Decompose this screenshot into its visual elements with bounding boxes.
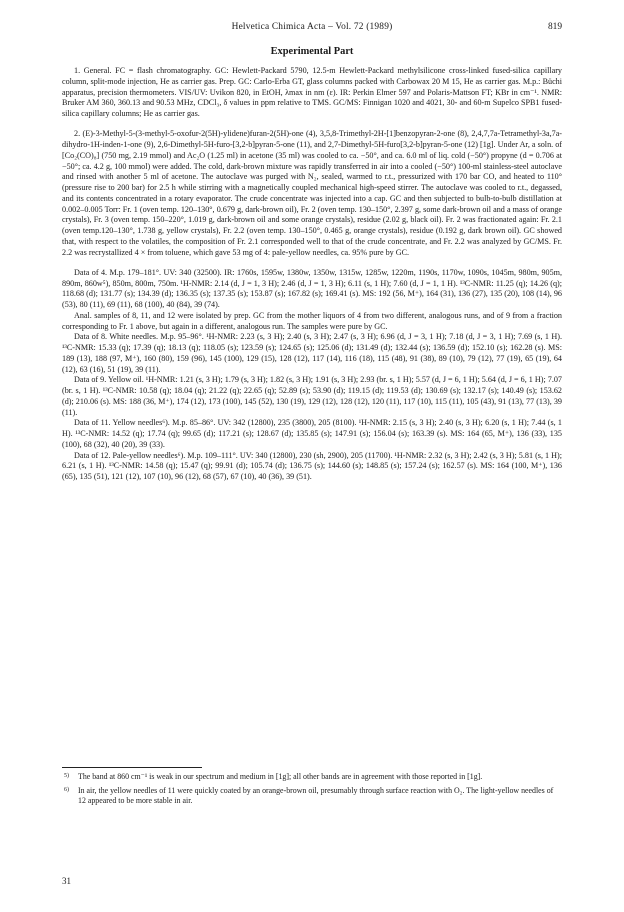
footnote-6 (62, 786, 562, 807)
paragraph-data-4: Data of 4. M.p. 179–181°. UV: 340 (32500). IR: 1760s, 1595w, 1380w, 1350w, 1315w, 1285w, 1220m, 1190s, 1170w, 1090s, 1045m, 980m, 905m, 890m, 860w⁵), 850m, 800m, 750m. ¹H-NMR: 2.14 (d, J = 1, 3 H); 2.46 (d, J = 1, 3 H); 6.11 (s, 1 H); 7.60 (d, J = 1, 1 H). ¹³C-NMR: 11.25 (q); 14.26 (q); 118.68 (d); 131.77 (s); 134.39 (d); 136.35 (s); 137.35 (s); 153.87 (s); 167.82 (s); 169.41 (s). MS: 192 (56, M⁺), 164 (31), 136 (27), 135 (20), 108 (14), 96 (53), 80 (11), 69 (11), 68 (100), 40 (84), 39 (74). (62, 267, 562, 310)
paragraph-data-12: Data of 12. Pale-yellow needles⁶). M.p. 109–111°. UV: 340 (12800), 230 (sh, 2900), 205 (11700). ¹H-NMR: 2.32 (s, 3 H); 2.42 (s, 3 H); 5.81 (s, 1 H); 6.21 (s, 1 H). ¹³C-NMR: 14.58 (q); 15.47 (q); 99.91 (d); 105.74 (d); 136.75 (s); 144.60 (s); 148.85 (s); 157.24 (s); 162.57 (s). MS: 164 (100, M⁺), 136 (65), 135 (51), 121 (12), 107 (10), 96 (12), 68 (57), 67 (10), 40 (36), 39 (51). (62, 450, 562, 482)
footnote-divider (62, 767, 202, 768)
paragraph-general: 1. General. FC = flash chromatography. GC: Hewlett-Packard 5790, 12.5-m Hewlett-Packard methylsilicone cross-linked fused-silica capillary column, split-mode injection, He as carrier gas. Prep. GC: Carlo-Erba GT, glass columns packed with Carbowax 20 M 15, He as carrier gas. M.p.: Büchi apparatus, precision thermometers. VIS/UV: Uvikon 820, in EtOH, λmax in nm (ε). IR: Perkin Elmer 597 and Polaris-Mattson FT; KBr in cm⁻¹. NMR: Bruker AM 360, 360.13 and 90.53 MHz, CDCl₃, δ values in ppm relative to TMS. GC/MS: Finnigan 1020 and 4021, 30- and 60-m Supelco SPB1 fused-silica capillary columns; He as carrier gas. (62, 66, 562, 118)
footnote-mark: 6) (64, 786, 69, 793)
footnote-5 (62, 772, 562, 783)
footnotes (62, 772, 562, 810)
footnote-text: The band at 860 cm⁻¹ is weak in our spectrum and medium in [1g]; all other bands are in agreement with those reported in [1g]. (78, 772, 483, 781)
section-title: Experimental Part (270, 46, 354, 57)
paragraph-synthesis: 2. (E)-3-Methyl-5-(3-methyl-5-oxofur-2(5H)-ylidene)furan-2(5H)-one (4), 3,5,8-Trimethyl-2H-[1]benzopyran-2-one (8), 2,4,7,7a-Tetramethyl-3a,7a-dihydro-1H-inden-1-one (9), 2,6-Dimethyl-5H-furo-[3,2-b]pyran-5-one (11), and 2,7-Dimethyl-5H-furo[3,2-b]pyran-5-one (12) [1g]. Under Ar, a soln. of [Co₂(CO)₈] (750 mg, 2.19 mmol) and Ac₂O (1.25 ml) in acetone (35 ml) was cooled to ca. −50°, and ca. 6.0 ml of liq. cold (−50°) propyne (d = 0.706 at −50°; ca. 4.2 g, 100 mmol) were added. The cold, dark-brown mixture was rapidly transferred in air into a cooled (−50°) 100-ml stainless-steel autoclave and rinsed with another 5 ml of acetone. The autoclave was purged with N₂, sealed, warmed to r.t., pressurized with 170 bar CO, and heated to 110° (pressure rise to 200 bar) for 2.5 h while stirring with a magnetically coupled mechanical high-speed stirrer. The autoclave was cooled to r.t., degassed, and its contents concentrated in a rotary evaporator. The crude concentrate was injected into a cap. GC and then subjected to bulb-to-bulb distillation at 0.002–0.005 Torr: Fr. 1 (oven temp. 120–130°, 0.679 g, dark-brown oil), Fr. 2 (oven temp. 130–150°, 2.397 g, some dark-brown oil and a mass of orange crystals), Fr. 3 (oven temp. 150–220°, 1.019 g, dark-brown oil and some orange crystals), residue (2.02 g, black oil). Fr. 2 was fractionated again: Fr. 2.1 (oven temp.120–130°, 1.738 g, yellow crystals), Fr. 2.2 (oven temp. 130–150°, 0.465 g, orange crystals), residue (0.192 g, dark brown oil). GC showed that, with respect to the volatiles, the composition of Fr. 2.1 corresponded well to that of the crude concentrate, and Fr. 2.2 was analyzed by GC/MS. Fr. 2.2 was recrystallized 4 × from toluene, which gave 53 mg of 4: pale-yellow needles, ca. 95% pure by GC. (62, 129, 562, 257)
paragraph-data-8: Data of 8. White needles. M.p. 95–96°. ¹H-NMR: 2.23 (s, 3 H); 2.40 (s, 3 H); 2.47 (s, 3 H); 6.96 (d, J = 3, 1 H); 7.18 (d, J = 3, 1 H); 7.69 (s, 1 H). ¹³C-NMR: 15.33 (q); 17.39 (q); 18.13 (q); 118.05 (s); 123.59 (s); 124.65 (s); 125.06 (d); 131.49 (d); 132.44 (s); 136.59 (d); 152.10 (s); 162.28 (s). MS: 189 (13), 188 (97, M⁺), 160 (80), 159 (96), 145 (100), 129 (15), 128 (12), 117 (14), 116 (18), 115 (48), 91 (38), 89 (10), 79 (12), 77 (19), 65 (19), 64 (12), 63 (16), 51 (19), 39 (11). (62, 332, 562, 374)
folio-number: 31 (62, 876, 71, 886)
paragraph-anal-samples: Anal. samples of 8, 11, and 12 were isolated by prep. GC from the mother liquors of 4 from two different, analogous runs, and of 9 from a fraction corresponding to Fr. 1 above, but again in a different, analogous run. The samples were pure by GC. (62, 310, 562, 331)
page-number: 819 (547, 22, 562, 32)
footnote-mark: 5) (64, 773, 69, 779)
footnote-text: In air, the yellow needles of 11 were quickly coated by an orange-brown oil, presumably through surface reaction with O₂. The light-yellow needles of 12 appeared to be more stable in air. (78, 785, 554, 805)
main-text (62, 66, 562, 483)
paragraph-data-9: Data of 9. Yellow oil. ¹H-NMR: 1.21 (s, 3 H); 1.79 (s, 3 H); 1.82 (s, 3 H); 1.91 (s, 3 H); 2.93 (br. s, 1 H); 5.57 (d, J = 6, 1 H); 5.64 (d, J = 6, 1 H); 7.07 (br. s, 1 H). ¹³C-NMR: 10.58 (q); 18.04 (q); 21.22 (q); 22.65 (q); 52.89 (s); 53.90 (d); 119.15 (d); 119.53 (d); 130.69 (s); 132.17 (s); 140.49 (s); 153.62 (d); 210.06 (s). MS: 188 (36, M⁺), 174 (12), 173 (100), 145 (52), 130 (19), 129 (12), 128 (12), 120 (11), 117 (10), 115 (11), 105 (43), 91 (13), 77 (13), 39 (11). (62, 375, 562, 417)
running-header (62, 22, 562, 36)
paragraph-data-11: Data of 11. Yellow needles⁶). M.p. 85–86°. UV: 342 (12800), 235 (3800), 205 (8100). ¹H-NMR: 2.15 (s, 3 H); 2.40 (s, 3 H); 6.20 (s, 1 H); 7.44 (s, 1 H). ¹³C-NMR: 14.52 (q); 17.74 (q); 99.65 (d); 117.21 (s); 128.67 (d); 135.85 (s); 147.91 (s); 156.04 (s); 163.39 (s). MS: 164 (65, M⁺), 136 (33), 135 (100), 68 (32), 40 (20), 39 (33). (62, 418, 562, 449)
journal-title: Helvetica Chimica Acta – Vol. 72 (1989) (231, 22, 393, 32)
